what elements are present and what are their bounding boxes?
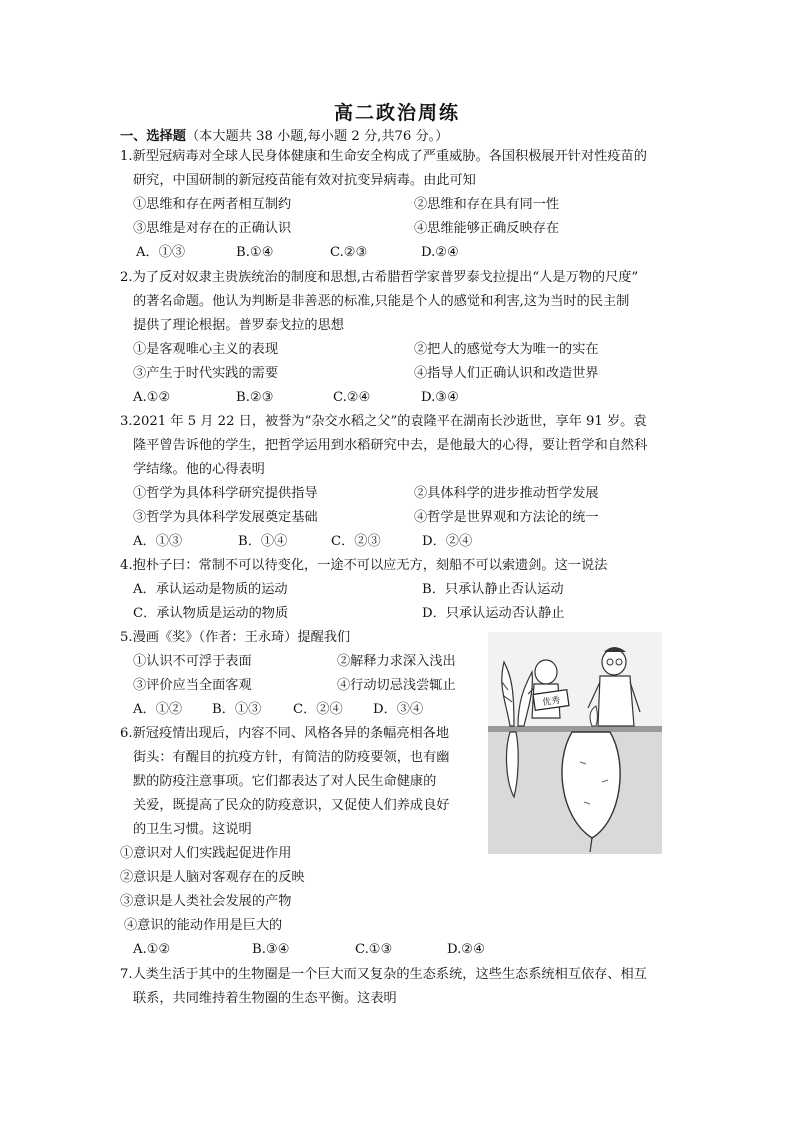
q6-option-1: ①意识对人们实践起促进作用 [120,846,292,861]
q5-option-3: ③评价应当全面客观 [133,678,252,693]
q5-choice-c: C．②④ [293,702,343,717]
q4-stem-line1: 4.抱朴子曰：常制不可以待变化，一途不可以应无方，刻船不可以索遗剑。这一说法 [120,558,608,573]
cartoon-award-illustration [488,632,662,854]
q6-stem-line2: 街头：有醒目的抗疫方针，有简洁的防疫要领，也有幽 [133,750,450,765]
q3-option-2: ②具体科学的进步推动哲学发展 [414,486,599,501]
section-header [120,125,448,144]
q2-option-2: ②把人的感觉夸大为唯一的实在 [414,342,599,357]
q2-option-1: ①是客观唯心主义的表现 [133,342,279,357]
q6-option-4: ④意识的能动作用是巨大的 [124,918,283,933]
q1-choice-a: A．①③ [136,245,186,260]
q1-choice-b: B.①④ [236,245,274,260]
q6-stem-line4: 关爱，既提高了民众的防疫意识，又促使人们养成良好 [133,798,450,813]
q1-option-1: ①思维和存在两者相互制约 [133,197,292,212]
q3-choice-c: C．②③ [331,534,381,549]
q2-option-3: ③产生于时代实践的需要 [133,366,279,381]
page-title: 高二政治周练 [333,102,460,124]
q2-choice-a: A.①② [133,390,171,405]
q6-stem-line3: 默的防疫注意事项。它们都表达了对人民生命健康的 [133,774,437,789]
section-note: （本大题共 38 小题,每小题 2 分,共76 分。） [185,129,449,144]
q6-choice-a: A.①② [133,942,171,957]
q3-choice-b: B．①④ [238,534,288,549]
q1-choice-d: D.②④ [421,245,459,260]
q1-choice-c: C.②③ [330,245,368,260]
q1-stem-line1: 1.新型冠病毒对全球人民身体健康和生命安全构成了严重威胁。各国积极展开针对性疫苗的 [120,149,647,164]
q2-stem-line3: 提供了理论根据。普罗泰戈拉的思想 [133,318,344,333]
q5-stem-line1: 5.漫画《奖》（作者：王永琦）提醒我们 [120,630,351,645]
award-sign-text: 优秀 [541,695,561,709]
q7-stem-line2: 联系，共同维持着生物圈的生态平衡。这表明 [133,991,397,1006]
q6-option-3: ③意识是人类社会发展的产物 [120,894,292,909]
q1-option-3: ③思维是对存在的正确认识 [133,221,292,236]
q5-option-4: ④行动切忌浅尝辄止 [337,678,456,693]
q1-stem-line2: 研究，中国研制的新冠疫苗能有效对抗变异病毒。由此可知 [133,173,476,188]
q6-option-2: ②意识是人脑对客观存在的反映 [120,870,305,885]
q3-option-1: ①哲学为具体科学研究提供指导 [133,486,318,501]
q3-choice-a: A．①③ [133,534,183,549]
q5-choice-d: D．③④ [373,702,424,717]
q6-stem-line1: 6.新冠疫情出现后，内容不同、风格各异的条幅亮相各地 [120,726,450,741]
q2-option-4: ④指导人们正确认识和改造世界 [414,366,599,381]
q2-choice-b: B.②③ [236,390,274,405]
q2-choice-d: D.③④ [421,390,459,405]
q5-option-1: ①认识不可浮于表面 [133,654,252,669]
q5-option-2: ②解释力求深入浅出 [337,654,456,669]
q3-stem-line3: 学结缘。他的心得表明 [133,462,265,477]
q4-choice-b: B．只承认静止否认运动 [422,582,564,597]
q5-choice-b: B．①③ [212,702,262,717]
q4-choice-a: A．承认运动是物质的运动 [133,582,288,597]
q3-stem-line2: 隆平曾告诉他的学生，把哲学运用到水稻研究中去，是他最大的心得，要让哲学和自然科 [133,438,648,453]
q3-option-3: ③哲学为具体科学发展奠定基础 [133,510,318,525]
cartoon-award-svg [488,632,662,854]
q3-choice-d: D．②④ [422,534,473,549]
q6-choice-d: D.②④ [447,942,485,957]
q1-option-4: ④思维能够正确反映存在 [414,221,560,236]
q3-stem-line1: 3.2021 年 5 月 22 日，被誉为“杂交水稻之父”的袁隆平在湖南长沙逝世，享年 91 岁。袁 [120,414,647,429]
q7-stem-line1: 7.人类生活于其中的生物圈是一个巨大而又复杂的生态系统，这些生态系统相互依存、相互 [120,967,647,982]
q2-choice-c: C.②④ [333,390,371,405]
q2-stem-line2: 的著名命题。他认为判断是非善恶的标准,只能是个人的感觉和利害,这为当时的民主制 [133,294,630,309]
q6-choice-c: C.①③ [355,942,393,957]
q4-choice-d: D．只承认运动否认静止 [422,606,565,621]
q5-choice-a: A．①② [133,702,183,717]
q2-stem-line1: 2.为了反对奴隶主贵族统治的制度和思想,古希腊哲学家普罗泰戈拉提出“人是万物的尺度” [120,270,639,285]
section-label: 一、选择题 [120,129,186,144]
q6-stem-line5: 的卫生习惯。这说明 [133,822,252,837]
q6-choice-b: B.③④ [252,942,290,957]
q1-option-2: ②思维和存在具有同一性 [414,197,560,212]
q3-option-4: ④哲学是世界观和方法论的统一 [414,510,599,525]
q4-choice-c: C．承认物质是运动的物质 [133,606,289,621]
